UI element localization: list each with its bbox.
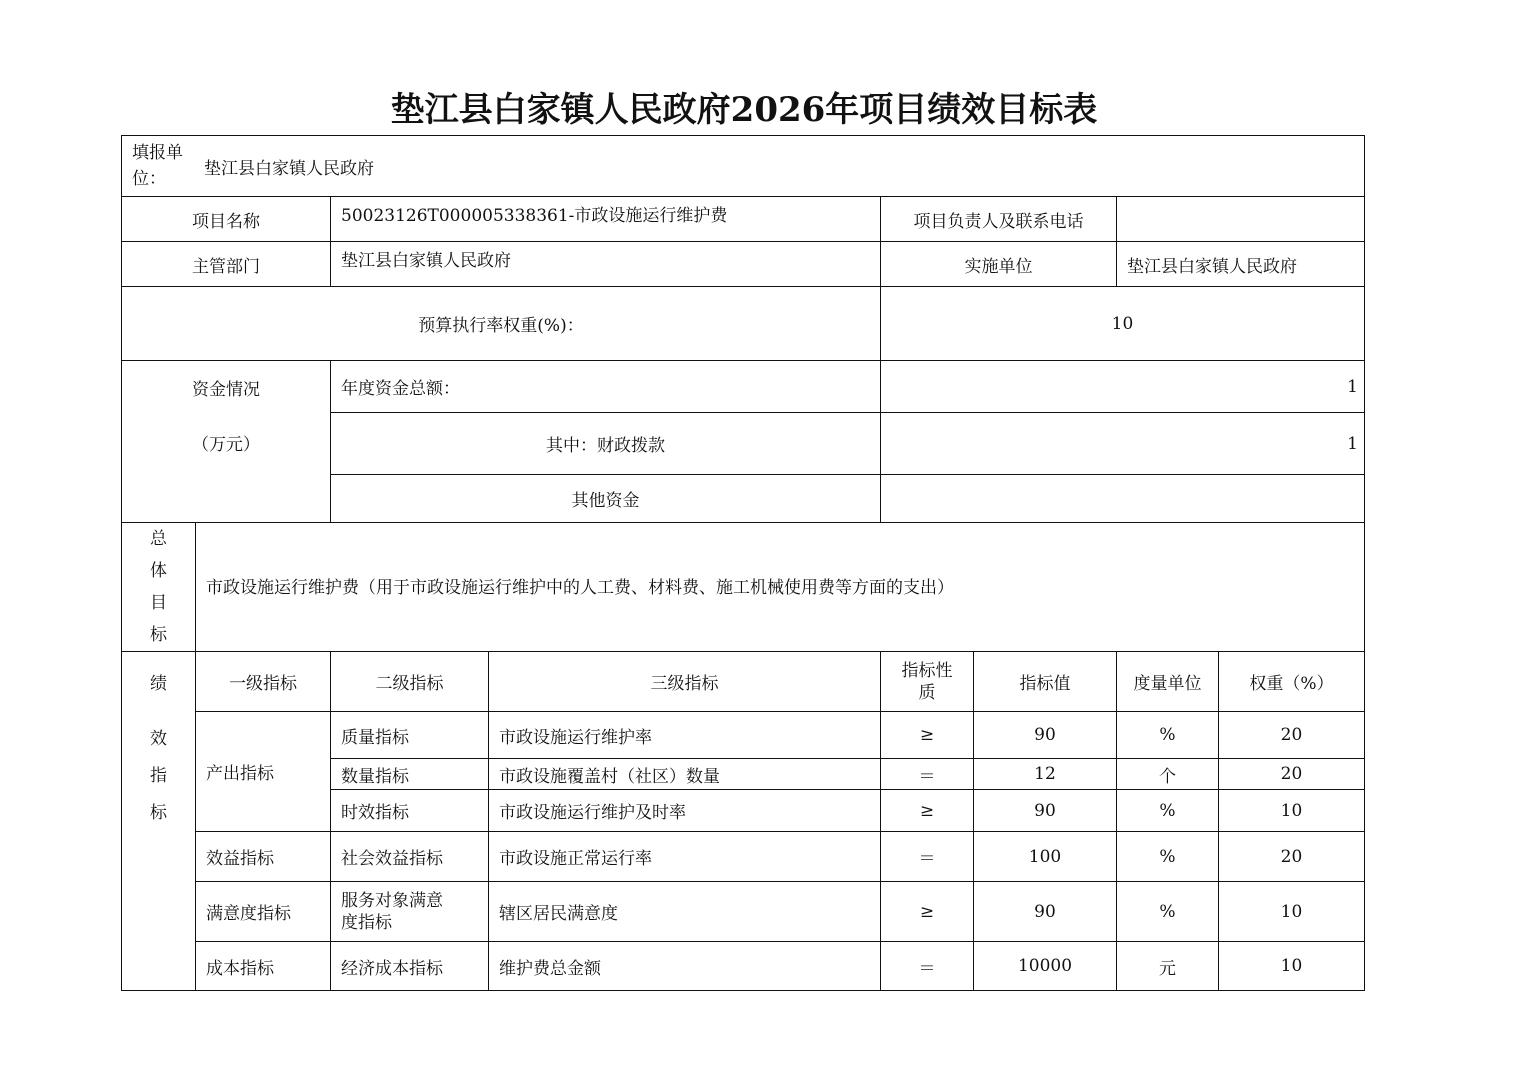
level1-cell: 满意度指标 [196,882,331,942]
table-row [122,942,1365,991]
value-cell: 90 [974,882,1117,942]
header-weight: 权重（%） [1219,652,1365,712]
weight-cell: 20 [1219,832,1365,882]
funds-total-value: 1 [881,361,1365,413]
indicators-side-char: 绩 [150,674,167,694]
overall-goal-label [122,523,196,652]
project-name-value: 50023126T000005338361-市政设施运行维护费 [331,197,881,242]
value-cell: 90 [974,712,1117,759]
weight-cell: 10 [1219,942,1365,991]
indicators-side-char: 指 [150,766,167,786]
fill-unit-value: 垫江县白家镇人民政府 [204,158,374,179]
project-contact-value [1117,197,1365,242]
unit-cell: % [1117,882,1219,942]
funds-fiscal-value: 1 [881,413,1365,475]
level1-cell: 成本指标 [196,942,331,991]
funds-fiscal-label: 其中：财政拨款 [331,413,881,475]
level2-cell: 时效指标 [331,790,489,832]
value-cell: 90 [974,790,1117,832]
header-unit: 度量单位 [1117,652,1219,712]
project-contact-label: 项目负责人及联系电话 [881,197,1117,242]
overall-goal-char: 标 [150,625,167,645]
funds-other-value [881,475,1365,523]
value-cell: 10000 [974,942,1117,991]
nature-cell: ＝ [881,759,974,790]
table-row [122,712,1365,759]
unit-cell: % [1117,790,1219,832]
level1-cell: 产出指标 [196,712,331,832]
weight-cell: 10 [1219,882,1365,942]
overall-goal-char: 目 [150,593,167,613]
level2-cell: 社会效益指标 [331,832,489,882]
impl-unit-value: 垫江县白家镇人民政府 [1117,242,1365,287]
nature-cell: ≥ [881,790,974,832]
dept-value: 垫江县白家镇人民政府 [331,242,881,287]
nature-cell: ＝ [881,942,974,991]
header-level2: 二级指标 [331,652,489,712]
level2-line: 服务对象满意 [341,890,443,911]
level2-cell: 数量指标 [331,759,489,790]
header-nature [881,652,974,712]
weight-cell: 20 [1219,759,1365,790]
unit-cell: % [1117,832,1219,882]
nature-cell: ≥ [881,882,974,942]
unit-cell: 元 [1117,942,1219,991]
level2-cell: 经济成本指标 [331,942,489,991]
level2-line: 度指标 [341,912,392,933]
nature-cell: ≥ [881,712,974,759]
funds-label-cell [122,361,331,523]
level1-cell: 效益指标 [196,832,331,882]
nature-cell: ＝ [881,832,974,882]
table-row [122,882,1365,942]
header-nature-line: 质 [918,682,936,703]
overall-goal-char: 总 [150,529,167,549]
indicators-side-char: 标 [150,803,167,823]
indicators-side-label [122,652,196,991]
level3-cell: 市政设施运行维护率 [489,712,881,759]
level2-cell: 质量指标 [331,712,489,759]
funds-other-label: 其他资金 [331,475,881,523]
level3-cell: 维护费总金额 [489,942,881,991]
level3-cell: 市政设施正常运行率 [489,832,881,882]
performance-target-table [121,135,1365,991]
level3-cell: 辖区居民满意度 [489,882,881,942]
level3-cell: 市政设施运行维护及时率 [489,790,881,832]
level2-cell [331,882,489,942]
value-cell: 12 [974,759,1117,790]
fill-unit-cell [122,136,1365,197]
overall-goal-text: 市政设施运行维护费（用于市政设施运行维护中的人工费、材料费、施工机械使用费等方面的支出） [196,523,1365,652]
project-name-label: 项目名称 [122,197,331,242]
page-title: 垫江县白家镇人民政府2026年项目绩效目标表 [390,90,1098,130]
header-nature-line: 指标性 [901,660,953,681]
weight-cell: 10 [1219,790,1365,832]
budget-rate-value: 10 [881,287,1365,361]
table-row [122,832,1365,882]
value-cell: 100 [974,832,1117,882]
budget-rate-label: 预算执行率权重(%)： [122,287,881,361]
indicators-side-char: 效 [150,729,167,749]
fill-unit-label: 填报单位： [132,143,183,189]
header-level1: 一级指标 [196,652,331,712]
weight-cell: 20 [1219,712,1365,759]
header-level3: 三级指标 [489,652,881,712]
header-value: 指标值 [974,652,1117,712]
funds-unit: （万元） [192,435,260,455]
funds-total-label: 年度资金总额： [331,361,881,413]
level3-cell: 市政设施覆盖村（社区）数量 [489,759,881,790]
dept-label: 主管部门 [122,242,331,287]
overall-goal-char: 体 [150,561,167,581]
unit-cell: % [1117,712,1219,759]
unit-cell: 个 [1117,759,1219,790]
impl-unit-label: 实施单位 [881,242,1117,287]
funds-label: 资金情况 [192,380,260,400]
